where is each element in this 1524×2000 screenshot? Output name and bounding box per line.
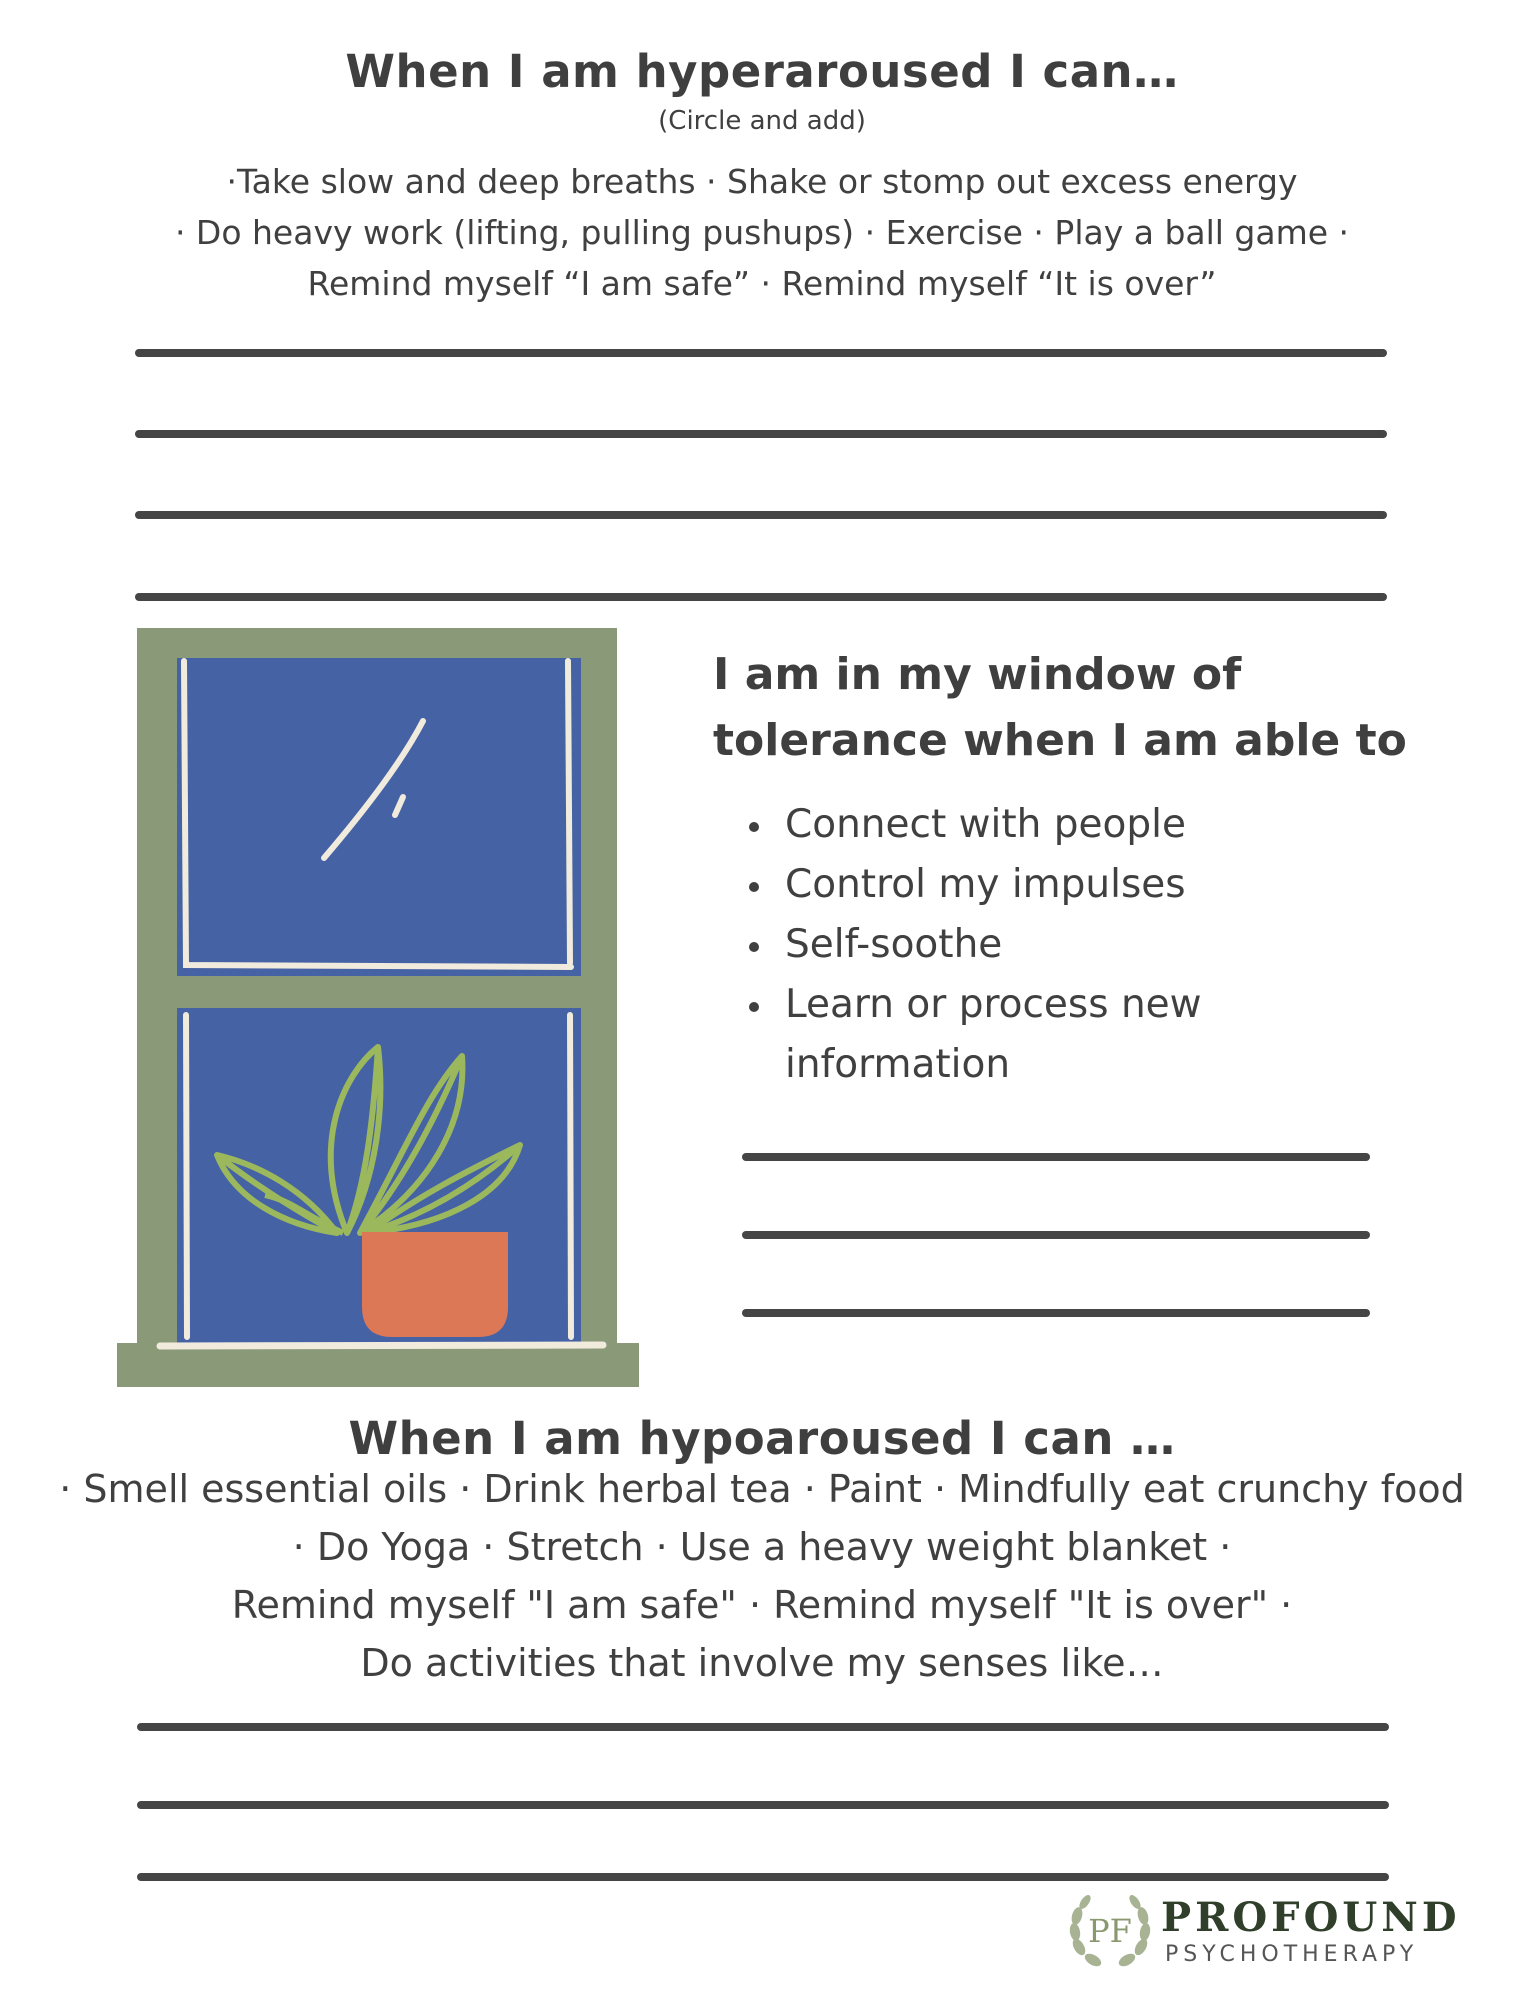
window-of-tolerance-title-line-1: I am in my window of	[713, 649, 1242, 700]
hypoaroused-title: When I am hypoaroused I can …	[348, 1412, 1176, 1465]
list-item: Connect with people	[745, 795, 1305, 855]
write-in-line[interactable]	[135, 430, 1387, 438]
window-sill	[117, 1343, 639, 1387]
list-item: Learn or process new information	[745, 975, 1305, 1095]
write-in-line[interactable]	[742, 1231, 1370, 1239]
hypoaroused-options-line-1: · Smell essential oils · Drink herbal tea · Paint · Mindfully eat crunchy food	[59, 1467, 1465, 1511]
list-item: Self-soothe	[745, 915, 1305, 975]
write-in-line[interactable]	[135, 511, 1387, 519]
list-item: Control my impulses	[745, 855, 1305, 915]
lower-sash-outline	[570, 1015, 571, 1337]
window-of-tolerance-title-line-2: tolerance when I am able to	[713, 715, 1407, 766]
hyperaroused-options-line-2: · Do heavy work (lifting, pulling pushups) · Exercise · Play a ball game ·	[174, 213, 1350, 252]
logo-name: PROFOUND	[1161, 1894, 1461, 1941]
write-in-line[interactable]	[137, 1801, 1389, 1809]
hyperaroused-subtitle: (Circle and add)	[658, 106, 866, 136]
write-in-line[interactable]	[137, 1873, 1389, 1881]
upper-sash-outline	[568, 661, 570, 963]
plant-pot	[362, 1232, 508, 1337]
window-of-tolerance-list	[745, 795, 1305, 1095]
hypoaroused-options-line-2: · Do Yoga · Stretch · Use a heavy weight blanket ·	[292, 1525, 1232, 1569]
write-in-line[interactable]	[137, 1723, 1389, 1731]
logo-subtitle: PSYCHOTHERAPY	[1165, 1942, 1419, 1967]
write-in-line[interactable]	[135, 349, 1387, 357]
hyperaroused-title: When I am hyperaroused I can…	[345, 45, 1179, 98]
profound-psychotherapy-logo	[1065, 1892, 1475, 1972]
hyperaroused-options-line-3: Remind myself “I am safe” · Remind myself “It is over”	[307, 264, 1217, 303]
window-plant-illustration	[115, 625, 640, 1390]
sill-edge	[160, 1345, 603, 1346]
lower-sash-outline	[186, 1015, 187, 1337]
write-in-line[interactable]	[742, 1153, 1370, 1161]
hypoaroused-options-line-4: Do activities that involve my senses like…	[360, 1641, 1164, 1685]
hypoaroused-options-line-3: Remind myself "I am safe" · Remind myself "It is over" ·	[231, 1583, 1293, 1627]
logo-monogram: PF	[1088, 1912, 1132, 1950]
hyperaroused-options-line-1: ·Take slow and deep breaths · Shake or stomp out excess energy	[226, 162, 1298, 201]
write-in-line[interactable]	[135, 593, 1387, 601]
write-in-line[interactable]	[742, 1309, 1370, 1317]
upper-glass-pane	[177, 658, 581, 976]
